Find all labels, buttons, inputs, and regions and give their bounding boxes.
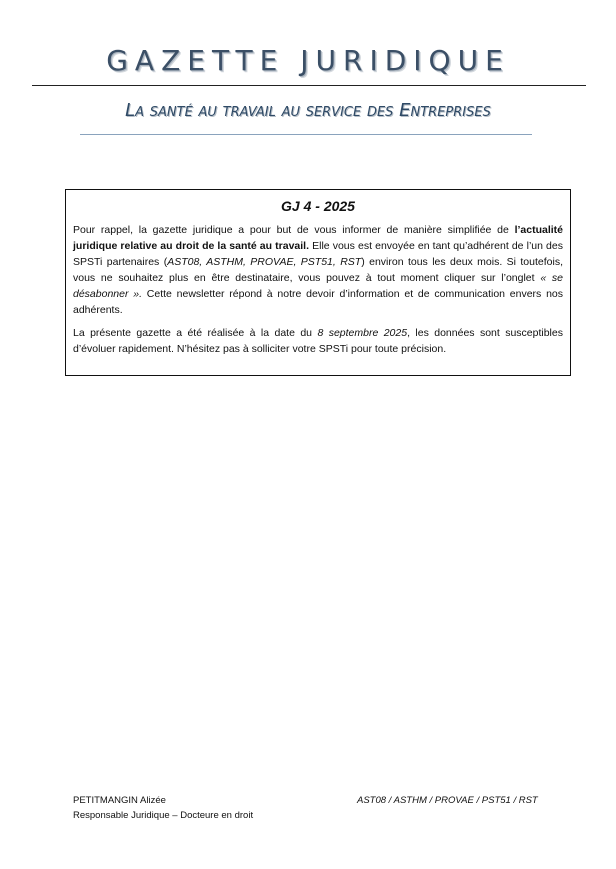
issue-heading: GJ 4 - 2025 (281, 198, 355, 214)
intro-paragraph (73, 222, 563, 318)
intro-text-1: Pour rappel, la gazette juridique a pour but de vous informer de manière simplifiée de (73, 224, 515, 236)
intro-box (65, 189, 571, 376)
intro-partners-list: AST08, ASTHM, PROVAE, PST51, RST (167, 256, 362, 268)
footer-author (73, 793, 253, 823)
author-name: PETITMANGIN Alizée (73, 795, 166, 806)
footer-partners: AST08 / ASTHM / PROVAE / PST51 / RST (357, 795, 538, 806)
intro-text-2: Elle vous est envoyée en tant qu’adhérent de l’un des SPSTi partenaires ( (73, 240, 563, 268)
title-divider (32, 85, 586, 86)
intro-text-3: ) environ tous les deux mois. Si toutefois, vous ne souhaitez plus en être destinataire, vous pouvez à tout moment cliquer sur l’onglet (73, 256, 564, 284)
unsubscribe-link[interactable]: « se désabonner ». (73, 272, 563, 300)
subtitle-divider (80, 134, 532, 135)
gazette-title: GAZETTE JURIDIQUE (106, 44, 510, 77)
gazette-subtitle: La santé au travail au service des Entreprises (125, 100, 491, 121)
date-text-2: , les données sont susceptibles d’évoluer rapidement. N’hésitez pas à solliciter votre SPSTi pour toute précision. (73, 327, 563, 355)
publication-date: 8 septembre 2025 (317, 327, 408, 339)
date-paragraph (73, 325, 563, 357)
intro-text-4: Cette newsletter répond à notre devoir d’information et de communication envers nos adhérents. (73, 288, 564, 316)
author-role: Responsable Juridique – Docteure en droit (73, 810, 254, 821)
intro-bold-topic: l’actualité juridique relative au droit de la santé au travail. (73, 224, 563, 252)
date-text-1: La présente gazette a été réalisée à la date du (73, 327, 318, 339)
